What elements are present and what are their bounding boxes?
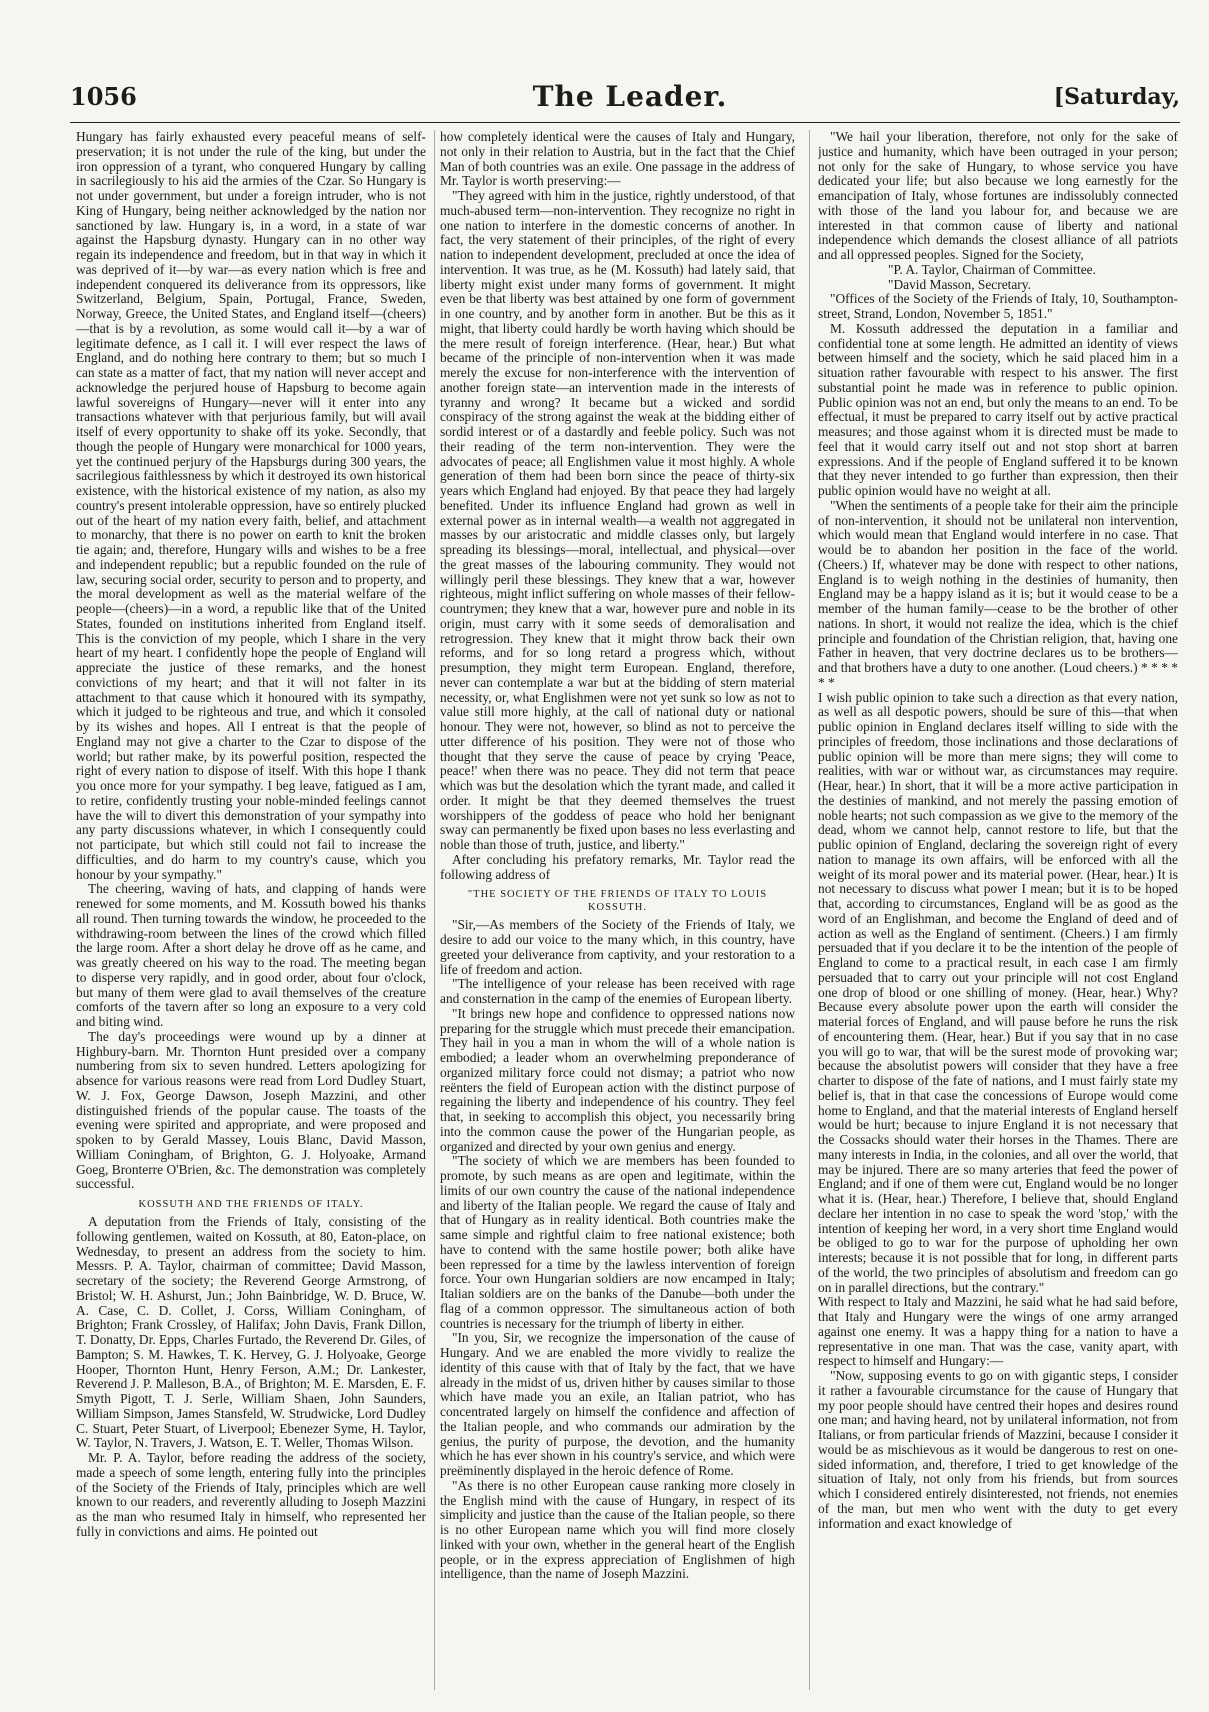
section-heading: KOSSUTH AND THE FRIENDS OF ITALY. <box>138 1199 364 1210</box>
signature-line: "P. A. Taylor, Chairman of Committee. <box>888 261 1096 277</box>
quote-paragraph: "The intelligence of your release has been received with rage and consternation in the camp of the enemies of European liberty. <box>440 976 795 1006</box>
header-day: [Saturday, <box>1053 84 1180 110</box>
signature-line: "David Masson, Secretary. <box>888 276 1031 292</box>
page-header <box>70 82 1180 123</box>
quote-paragraph: "They agreed with him in the justice, rightly understood, of that much-abused term—non-intervention. They recognize no right in one nation to interfere in the domestic concerns of another. In fact, the very statement of their principles, of the right of every nation to independent development, precluded at once the idea of intervention. It was true, as he (M. Kossuth) had lately said, that liberty might exist under many forms of government. It might even be that liberty was best attained by one form of government in one country, and by another form in another. But be this as it might, that liberty could hardly be worth having which should be the mere result of foreign interference. (Hear, hear.) But what became of the principle of non-intervention when it was made merely the excuse for non-interference with the intervention of another foreign state—an intervention made in the interests of tyranny and wrong? It became but a wicked and sordid conspiracy of the strong against the weak at the bidding either of sordid interest or of a dastardly and feeble policy. Such was not their reading of the term non-intervention. They were the advocates of peace; all Englishmen value it most highly. A whole generation of them had been born since the peace of thirty-six years which England had enjoyed. By that peace they had largely benefited. Under its influence England had grown as well in external power as in internal wealth—a wealth not aggregated in masses by our aristocratic and middle classes only, but largely spreading its blessings—moral, intellectual, and physical—over the great masses of the labouring community. They would not willingly peril these blessings. They knew that a war, however righteous, might inflict suffering on whole masses of their fellow-countrymen; they knew that a war, however pure and noble in its origin, must carry with it some seeds of demoralisation and retrogression. They knew that it might throw back their own reforms, and for so long retard a progress which, without presumption, they might term European. England, therefore, never can contemplate a war but at the bidding of stern material necessity, or, what Englishmen were not yet sunk so low as not to value still more highly, at the call of national duty or national honour. They were not, however, so blind as not to perceive the utter difference of his position. They were not of those who thought that they serve the cause of peace by crying 'Peace, peace!' when there was no peace. They did not term that peace which was but the desolation which the tyrant made, and called it order. It might be that they deemed themselves the truest worshippers of the goddess of peace who hold her benignant sway can permanently be fixed upon bases no less everlasting and noble than those of truth, justice, and liberty." <box>440 188 795 852</box>
paragraph: The cheering, waving of hats, and clapping of hands were renewed for some moments, and M. Kossuth bowed his thanks all round. Then turning towards the window, he proceeded to the withdrawing-room between the lines of the crowd which filled the large room. After a short delay he drove off as he came, and was greatly cheered on his way to the road. The meeting began to disperse very rapidly, and in good order, about four o'clock, but many of them were glad to avail themselves of the creature comforts of the tavern after so long an exposure to a very cold and biting wind. <box>76 881 426 1029</box>
quote-paragraph: "As there is no other European cause ranking more closely in the English mind with the cause of Hungary, in respect of its simplicity and justice than the cause of the Italian people, so there is no other European name which you will find more closely linked with your own, whether in the general heart of the English people, or in the express appreciation of Englishmen of high intelligence, than the name of Joseph Mazzini. <box>440 1477 795 1582</box>
column-rule <box>809 130 810 1690</box>
paragraph: I wish public opinion to take such a direction as that every nation, as well as all despotic powers, should be sure of this—that when public opinion in England declares itself willing to side with the principles of freedom, those inclinations and those declarations of public opinion will be more than mere signs; they will come to realities, with war or without war, as circumstances may require. (Hear, hear.) In short, that it will be a more active participation in the destinies of mankind, and not merely the passing emotion of noble hearts; not such compassion as we give to the memory of the dead, whom we cannot help, cannot restore to life, but that the public opinion of England, declaring the sovereign right of every nation to manage its own affairs, will be enforced with all the weight of its moral power and its material power. (Hear, hear.) It is not necessary to discuss what power I mean; but it is to be hoped that, according to circumstances, England will be as good as the word of an Englishman, and become the England of deed and of action as well as the England of sentiment. (Cheers.) I am firmly persuaded that if you declare it to be the intention of the people of England to come to a practical result, in each case I am firmly persuaded that to carry out your principle will not cost England one drop of blood or one shilling of money. (Hear, hear.) Why? Because every absolute power upon the earth will consider the material forces of England, and will pause before he runs the risk of encountering them. (Hear, hear.) But if you say that in no case you will go to war, that will be the surest mode of provoking war; because the absolutist powers will consider that they have a free charter to dispose of the fate of nations, and I must fairly state my belief is, that in that case the concessions of Europe would come home to England, and that the material interests of England herself would be hurt; because to injure England it is not necessary that the Cossacks should water their horses in the Thames. There are many interests in India, in the colonies, and all over the world, that may be injured. There are so many arteries that feed the power of England; and if one of them were cut, England would be no longer what it is. (Hear, hear.) Therefore, I believe that, should England declare her intention in no case to speak the word 'stop,' with the intention of keeping her word, in a very short time England would be obliged to go to war for the purpose of upholding her own interests; because it is not possible that for long, in different parts of the world, the two principles of absolutism and freedom can go on in parallel directions, but the contrary." <box>818 689 1178 1295</box>
paragraph: After concluding his prefatory remarks, Mr. Taylor read the following address of <box>440 851 795 882</box>
quote-paragraph: "Offices of the Society of the Friends of Italy, 10, Southampton-street, Strand, London, November 5, 1851." <box>818 291 1178 321</box>
section-heading: "THE SOCIETY OF THE FRIENDS OF ITALY TO LOUIS KOSSUTH. <box>467 889 768 914</box>
column-2 <box>440 130 795 1690</box>
page-number: 1056 <box>70 82 137 111</box>
column-1 <box>76 130 426 1690</box>
paragraph: The day's proceedings were wound up by a dinner at Highbury-barn. Mr. Thornton Hunt presided over a company numbering from six to seven hundred. Letters apologizing for absence for various reasons were read from Lord Dudley Stuart, W. J. Fox, George Dawson, Joseph Mazzini, and other distinguished friends of the popular cause. The toasts of the evening were spirited and appropriate, and were proposed and spoken to by Gerald Massey, Louis Blanc, David Masson, William Coningham, of Brighton, G. J. Holyoake, Armand Goeg, Bronterre O'Brien, &c. The demonstration was completely successful. <box>76 1028 426 1192</box>
quote-paragraph: "Sir,—As members of the Society of the Friends of Italy, we desire to add our voice to the many which, in this country, have greeted your deliverance from captivity, and your restoration to a life of freedom and action. <box>440 917 795 977</box>
paragraph: With respect to Italy and Mazzini, he said what he had said before, that Italy and Hungary were the wings of one army arranged against one enemy. It was a happy thing for a nation to have a representative in one man. That was the case, vanity apart, with respect to himself and Hungary:— <box>818 1294 1178 1369</box>
masthead-title: The Leader. <box>532 80 728 113</box>
column-rule <box>434 130 435 1690</box>
paragraph: M. Kossuth addressed the deputation in a familiar and confidential tone at some length. He admitted an identity of views between himself and the society, which he said placed him in a situation rather favourable with respect to his answer. The first substantial point he made was in reference to public opinion. Public opinion was not an end, but only the means to an end. To be effectual, it must be prepared to carry itself out by active practical measures; and those against whom it is directed must be made to feel that it would carry itself out and not stop short at barren expressions. And if the people of England suffered it to be known that they never intended to go further than expression, then their public opinion would have no weight at all. <box>818 320 1178 498</box>
column-3 <box>818 130 1178 1690</box>
quote-paragraph: "We hail your liberation, therefore, not only for the sake of justice and humanity, which have been outraged in your person; not only for the sake of Hungary, to whose service you have dedicated your life; but also because we long earnestly for the emancipation of Italy, whose fortunes are indissolubly connected with those of the land you labour for, and because we are interested in that common cause of liberty and national independence which demands the closest alliance of all patriots and all oppressed peoples. Signed for the Society, <box>818 130 1178 262</box>
quote-paragraph: "Now, supposing events to go on with gigantic steps, I consider it rather a favourable circumstance for the cause of Hungary that my poor people should have centred their hopes and desires round one man; and having heard, not by unilateral information, not from Italians, or from particular friends of Mazzini, because I consider it would be as mischievous as it would be dangerous to rest on one-sided information, and, therefore, I tried to get knowledge of the situation of Italy, not only from his friends, but from sources which I considered entirely disinterested, not friends, not enemies of the man, but men who went with the duty to get every information and exact knowledge of <box>818 1368 1178 1531</box>
quote-paragraph: "In you, Sir, we recognize the impersonation of the cause of Hungary. And we are enabled the more vividly to realize the identity of this cause with that of Italy by the fact, that we have already in the midst of us, driven hither by causes similar to those which have made you an exile, an Italian patriot, who has concentrated largely on himself the confidence and affection of the Italian people, and who commands our admiration by the genius, the purity of purpose, the devotion, and the humanity which he has ever shown in his country's service, and which were preëminently displayed in the heroic defence of Rome. <box>440 1330 795 1478</box>
paragraph: Hungary has fairly exhausted every peaceful means of self-preservation; it is not under the rule of the king, but under the iron oppression of a tyrant, who conquered Hungary by calling in sacrilegiously to his aid the armies of the Czar. So Hungary is not under government, but under a foreign intruder, who is not King of Hungary, being neither acknowledged by the nation nor sanctioned by law. Hungary is, in a word, in a state of war against the Hapsburg dynasty. Hungary can in no other way regain its independence and freedom, but in that way in which it was deprived of it—by war—as every nation which is free and independent conquered its deliverance from its oppressors, like Switzerland, Belgium, Spain, Portugal, France, Sweden, Norway, Greece, the United States, and England itself—(cheers)—that is by a revolution, as some would call it—by a war of legitimate defence, as I call it. I will ever respect the laws of England, and do nothing here contrary to them; but so much I can state as a matter of fact, that my nation will never accept and acknowledge the perjured house of Hapsburg to become again lawful sovereigns of Hungary—never will it enter into any transactions whatever with that perjurious family, but will avail itself of every opportunity to shake off its yoke. Secondly, that though the people of Hungary were monarchical for 1000 years, yet the continued perjury of the Hapsburgs during 300 years, the sacrilegious faithlessness by which it destroyed its own historical existence, with the historical existence of my nation, as also my country's present intolerable oppression, have so entirely plucked out of the heart of my nation every faith, belief, and attachment to monarchy, that there is no power on earth to knit the broken tie again; and, therefore, Hungary wills and wishes to be a free and independent republic; but a republic founded on the rule of law, securing social order, security to person and to property, and the moral development as well as the material welfare of the people—(cheers)—in a word, a republic like that of the United States, founded on institutions inherited from England itself. This is the conviction of my people, which I share in the very heart of my heart. I confidently hope the people of England will appreciate the justice of these remarks, and the honest convictions of my heart; and that it will not falter in its attachment to that cause which it honoured with its sympathy, which it judged to be righteous and true, and which it consoled by its wishes and hopes. All I entreat is that the people of England may not give a charter to the Czar to dispose of the world; but rather make, by its powerful position, respected the right of every nation to dispose of itself. With this hope I thank you once more for your sympathy. I beg leave, fatigued as I am, to retire, confidently trusting your noble-minded feelings cannot have the will to divert this demonstration of your sympathy into any party discussions whatever, in which I consequently could not participate, but which still could not fail to increase the difficulties, and do harm to my country's cause, which you honour by your sympathy." <box>76 130 426 882</box>
quote-paragraph: "The society of which we are members has been founded to promote, by such means as are open and legitimate, within the limits of our own country the cause of the national independence and liberty of the Italian people. We regard the cause of Italy and that of Hungary as in reality identical. Both countries make the same simple and rightful claim to free national existence; both have to contend with the same hostile power; both alike have been repressed for a time by the lawless intervention of foreign force. Your own Hungarian soldiers are now encamped in Italy; Italian soldiers are on the banks of the Danube—both under the flag of a common oppressor. The simultaneous action of both countries is necessary for the triumph of liberty in either. <box>440 1153 795 1331</box>
paragraph: how completely identical were the causes of Italy and Hungary, not only in their relation to Austria, but in the fact that the Chief Man of both countries was an exile. One passage in the address of Mr. Taylor is worth preserving:— <box>440 130 795 189</box>
paragraph: A deputation from the Friends of Italy, consisting of the following gentlemen, waited on Kossuth, at 80, Eaton-place, on Wednesday, to present an address from the society to him. Messrs. P. A. Taylor, chairman of committee; David Masson, secretary of the society; the Reverend George Armstrong, of Bristol; W. H. Ashurst, Jun.; John Bainbridge, W. D. Bruce, W. A. Case, C. D. Collet, J. Corss, William Coningham, of Brighton; Frank Crossley, of Halifax; John Davis, Frank Dillon, T. Donatty, Dr. Epps, Charles Furtado, the Reverend Dr. Giles, of Bampton; S. M. Hawkes, T. K. Hervey, G. J. Holyoake, George Hooper, Thornton Hunt, Henry Ferson, A.M.; Dr. Lankester, Reverend J. P. Malleson, B.A., of Brighton; M. E. Marsden, E. F. Smyth Pigott, T. J. Serle, William Shaen, John Saunders, William Simpson, James Stansfeld, W. Strudwicke, Lord Dudley C. Stuart, Peter Stuart, of Liverpool; Ebenezer Syme, H. Taylor, W. Taylor, N. Travers, J. Watson, E. T. Weller, Thomas Wilson. <box>76 1214 426 1451</box>
paragraph: Mr. P. A. Taylor, before reading the address of the society, made a speech of some length, entering fully into the principles of the Society of the Friends of Italy, principles which are well known to our readers, and reverently alluding to Joseph Mazzini as the man who resumed Italy in himself, who represented her fully in convictions and aims. He pointed out <box>76 1450 426 1539</box>
quote-paragraph: "It brings new hope and confidence to oppressed nations now preparing for the struggle which must precede their emancipation. They hail in you a man in whom the will of a whole nation is embodied; a leader whom an overwhelming preponderance of organized military force could not dismay; a patriot who now reënters the field of European action with the distinct purpose of regaining the liberty and independence of his country. They feel that, in seeking to accomplish this object, you necessarily bring into the common cause the power of the Hungarian people, as organized and directed by your own genius and energy. <box>440 1005 795 1154</box>
quote-paragraph: "When the sentiments of a people take for their aim the principle of non-intervention, it should not be unilateral non intervention, which would mean that England would interfere in no case. That would be to abandon her position in the face of the world. (Cheers.) If, whatever may be done with respect to other nations, England is to weigh nothing in the destinies of humanity, then England may be a happy island as it is; but it would cease to be a member of the human family—cease to be the brother of other nations. In short, it would not realize the idea, which is the chief principle and foundation of the Christian religion, that, having one Father in heaven, that very doctrine declares us to be brothers—and that brothers have a duty to one another. (Loud cheers.) * * * * * * <box>818 497 1178 690</box>
